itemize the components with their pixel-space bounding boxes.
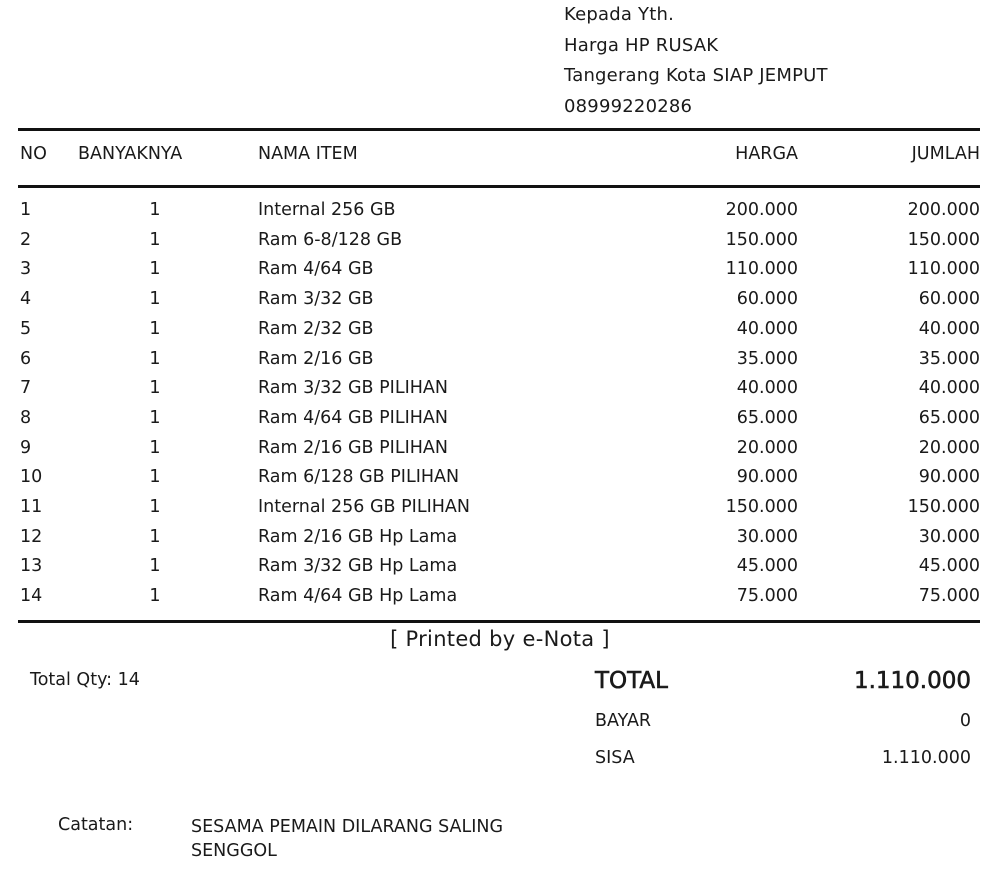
row-qty: 1 xyxy=(149,259,161,280)
row-price: 200.000 xyxy=(725,200,798,220)
total-qty: Total Qty: 14 xyxy=(30,670,140,690)
row-qty: 1 xyxy=(149,437,161,458)
row-qty: 1 xyxy=(149,318,161,339)
total-label: TOTAL xyxy=(595,668,668,694)
row-item-name: Ram 6/128 GB PILIHAN xyxy=(258,467,460,488)
row-price: 20.000 xyxy=(736,437,798,458)
row-item-name: Ram 2/32 GB xyxy=(258,318,374,339)
recipient-address: Tangerang Kota SIAP JEMPUT xyxy=(564,65,828,86)
header-price: HARGA xyxy=(735,144,798,164)
row-amount: 65.000 xyxy=(918,407,980,428)
row-amount: 20.000 xyxy=(918,437,980,458)
row-price: 45.000 xyxy=(736,556,798,577)
row-amount: 40.000 xyxy=(918,318,980,339)
row-no: 1 xyxy=(20,200,32,220)
row-item-name: Ram 6-8/128 GB xyxy=(258,229,403,250)
summary-sisa-row xyxy=(595,748,971,772)
row-item-name: Ram 4/64 GB xyxy=(258,259,374,280)
note-line-1: SESAMA PEMAIN DILARANG SALING xyxy=(191,817,504,837)
row-item-name: Ram 2/16 GB Hp Lama xyxy=(258,526,458,547)
header-name: NAMA ITEM xyxy=(258,144,358,164)
row-price: 60.000 xyxy=(736,289,798,310)
recipient-phone: 08999220286 xyxy=(564,95,693,117)
row-price: 150.000 xyxy=(725,497,798,517)
row-amount: 110.000 xyxy=(907,259,980,280)
row-item-name: Internal 256 GB xyxy=(258,200,396,220)
row-amount: 40.000 xyxy=(918,378,980,399)
row-price: 90.000 xyxy=(736,467,798,488)
row-no: 8 xyxy=(20,407,32,428)
row-no: 14 xyxy=(20,586,43,607)
header-total: JUMLAH xyxy=(911,144,980,164)
table-top-divider xyxy=(18,128,980,131)
bayar-value: 0 xyxy=(959,711,971,731)
total-value: 1.110.000 xyxy=(853,668,971,694)
row-qty: 1 xyxy=(149,467,161,488)
sisa-value: 1.110.000 xyxy=(881,748,971,768)
row-amount: 90.000 xyxy=(918,467,980,488)
header-qty: BANYAKNYA xyxy=(78,144,183,164)
row-no: 9 xyxy=(20,437,32,458)
row-price: 65.000 xyxy=(736,407,798,428)
row-price: 75.000 xyxy=(736,586,798,607)
row-price: 40.000 xyxy=(736,318,798,339)
row-qty: 1 xyxy=(149,556,161,577)
row-price: 30.000 xyxy=(736,526,798,547)
row-no: 4 xyxy=(20,289,32,310)
recipient-block xyxy=(564,0,828,122)
row-amount: 150.000 xyxy=(907,497,980,517)
summary-bayar-row xyxy=(595,711,971,735)
row-qty: 1 xyxy=(149,229,161,250)
printed-by-label: [ Printed by e-Nota ] xyxy=(390,627,610,651)
table-header xyxy=(0,144,1000,168)
row-item-name: Ram 4/64 GB Hp Lama xyxy=(258,586,458,607)
row-amount: 60.000 xyxy=(918,289,980,310)
row-no: 11 xyxy=(20,497,43,517)
row-amount: 150.000 xyxy=(907,229,980,250)
header-no: NO xyxy=(20,144,47,164)
row-price: 110.000 xyxy=(725,259,798,280)
row-item-name: Ram 3/32 GB PILIHAN xyxy=(258,378,448,399)
row-qty: 1 xyxy=(149,526,161,547)
row-no: 3 xyxy=(20,259,32,280)
row-item-name: Ram 2/16 GB PILIHAN xyxy=(258,437,448,458)
row-item-name: Internal 256 GB PILIHAN xyxy=(258,497,470,517)
row-no: 12 xyxy=(20,526,43,547)
row-amount: 45.000 xyxy=(918,556,980,577)
table-bottom-divider xyxy=(18,620,980,623)
row-item-name: Ram 4/64 GB PILIHAN xyxy=(258,407,448,428)
table-header-divider xyxy=(18,185,980,188)
sisa-label: SISA xyxy=(595,748,635,768)
row-qty: 1 xyxy=(149,348,161,369)
note-line-2: SENGGOL xyxy=(191,841,277,861)
row-item-name: Ram 3/32 GB Hp Lama xyxy=(258,556,458,577)
row-no: 2 xyxy=(20,229,32,250)
row-no: 10 xyxy=(20,467,43,488)
row-no: 5 xyxy=(20,318,32,339)
row-qty: 1 xyxy=(149,378,161,399)
recipient-name: Harga HP RUSAK xyxy=(564,34,719,56)
row-no: 13 xyxy=(20,556,43,577)
row-qty: 1 xyxy=(149,497,161,517)
row-price: 150.000 xyxy=(725,229,798,250)
row-no: 7 xyxy=(20,378,32,399)
row-qty: 1 xyxy=(149,407,161,428)
note-text xyxy=(191,815,571,863)
row-qty: 1 xyxy=(149,289,161,310)
row-qty: 1 xyxy=(149,200,161,220)
row-qty: 1 xyxy=(149,586,161,607)
row-no: 6 xyxy=(20,348,32,369)
note-label: Catatan: xyxy=(58,815,134,835)
row-amount: 30.000 xyxy=(918,526,980,547)
row-amount: 75.000 xyxy=(918,586,980,607)
recipient-greeting: Kepada Yth. xyxy=(564,4,674,25)
row-amount: 35.000 xyxy=(918,348,980,369)
row-amount: 200.000 xyxy=(907,200,980,220)
row-price: 40.000 xyxy=(736,378,798,399)
row-item-name: Ram 3/32 GB xyxy=(258,289,374,310)
bayar-label: BAYAR xyxy=(595,711,652,731)
row-price: 35.000 xyxy=(736,348,798,369)
summary-total-row xyxy=(595,668,971,698)
row-item-name: Ram 2/16 GB xyxy=(258,348,374,369)
